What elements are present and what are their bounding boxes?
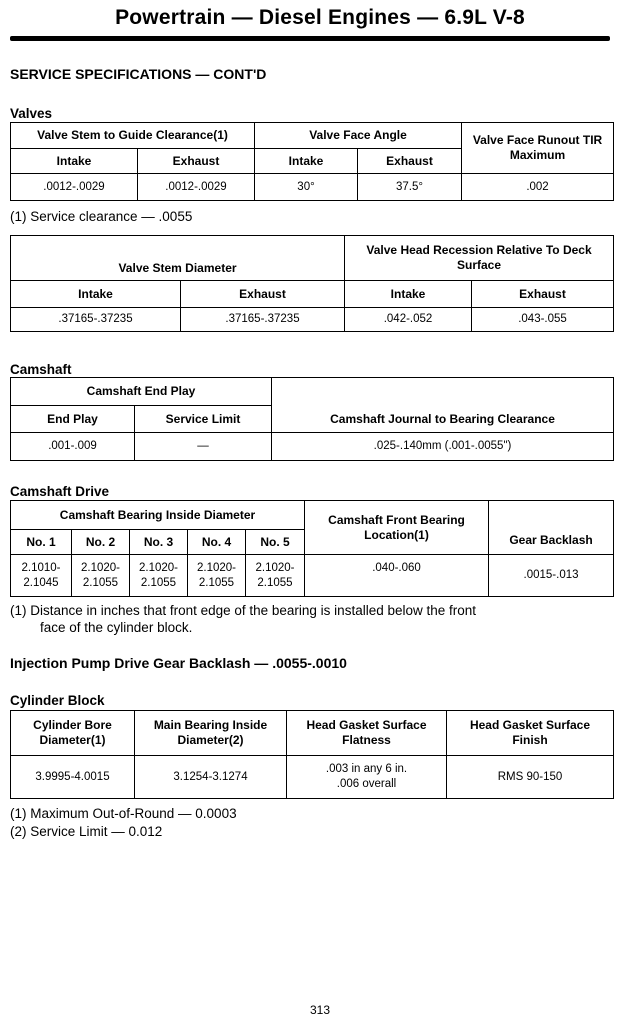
- gasket-finish-header: Head Gasket Surface Finish: [447, 711, 614, 756]
- valve-stem-table: [10, 235, 614, 332]
- camshaft-end-play-header: Camshaft End Play: [11, 378, 272, 406]
- camshaft-drive-heading: Camshaft Drive: [10, 484, 110, 499]
- service-limit-header: Service Limit: [135, 406, 272, 433]
- bearing-no5-header: No. 5: [246, 530, 305, 555]
- main-bearing-value: 3.1254-3.1274: [135, 756, 287, 799]
- valve-head-recession-header: Valve Head Recession Relative To Deck Surface: [345, 236, 614, 281]
- end-play-header: End Play: [11, 406, 135, 433]
- intake-clearance-value: .0012-.0029: [11, 174, 138, 201]
- valve-face-runout-header: Valve Face Runout TIR Maximum: [462, 123, 614, 174]
- bearing-no1-value: 2.1010- 2.1045: [11, 555, 72, 597]
- exhaust-header: Exhaust: [472, 281, 614, 308]
- intake-header: Intake: [11, 281, 181, 308]
- valves-note: (1) Service clearance — .0055: [10, 209, 193, 224]
- front-bearing-location-value: .040-.060: [305, 555, 489, 597]
- bearing-no1-header: No. 1: [11, 530, 72, 555]
- journal-clearance-value: .025-.140mm (.001-.0055"): [272, 433, 614, 461]
- cylinder-block-heading: Cylinder Block: [10, 693, 105, 708]
- valves-heading: Valves: [10, 106, 53, 121]
- gasket-flatness-value: .003 in any 6 in. .006 overall: [287, 756, 447, 799]
- exhaust-header: Exhaust: [138, 149, 255, 174]
- valves-table: [10, 122, 614, 201]
- bearing-no4-value: 2.1020- 2.1055: [188, 555, 246, 597]
- gear-backlash-value: .0015-.013: [489, 555, 614, 597]
- camshaft-drive-table: [10, 500, 614, 597]
- cylinder-bore-value: 3.9995-4.0015: [11, 756, 135, 799]
- bearing-no4-header: No. 4: [188, 530, 246, 555]
- service-limit-value: —: [135, 433, 272, 461]
- page-number: 313: [309, 1003, 331, 1017]
- cylinder-block-note-2: (2) Service Limit — 0.012: [10, 824, 163, 839]
- gasket-flatness-header: Head Gasket Surface Flatness: [287, 711, 447, 756]
- cylinder-block-table: [10, 710, 614, 799]
- bearing-no3-header: No. 3: [130, 530, 188, 555]
- intake-header: Intake: [11, 149, 138, 174]
- intake-diameter-value: .37165-.37235: [11, 308, 181, 332]
- gear-backlash-header: Gear Backlash: [489, 501, 614, 555]
- exhaust-angle-value: 37.5°: [358, 174, 462, 201]
- bearing-no5-value: 2.1020- 2.1055: [246, 555, 305, 597]
- page-title: Powertrain — Diesel Engines — 6.9L V-8: [115, 6, 525, 29]
- cylinder-bore-header: Cylinder Bore Diameter(1): [11, 711, 135, 756]
- bearing-no2-header: No. 2: [72, 530, 130, 555]
- camshaft-heading: Camshaft: [10, 362, 72, 377]
- exhaust-diameter-value: .37165-.37235: [181, 308, 345, 332]
- valve-stem-diameter-header: Valve Stem Diameter: [11, 236, 345, 281]
- camshaft-table: [10, 377, 614, 461]
- bearing-inside-diameter-header: Camshaft Bearing Inside Diameter: [11, 501, 305, 530]
- bearing-no3-value: 2.1020- 2.1055: [130, 555, 188, 597]
- end-play-value: .001-.009: [11, 433, 135, 461]
- gasket-finish-value: RMS 90-150: [447, 756, 614, 799]
- section-title: SERVICE SPECIFICATIONS — CONT'D: [10, 66, 267, 82]
- exhaust-header: Exhaust: [181, 281, 345, 308]
- front-bearing-location-header: Camshaft Front Bearing Location(1): [305, 501, 489, 555]
- exhaust-header: Exhaust: [358, 149, 462, 174]
- title-rule: [10, 36, 610, 41]
- injection-pump-backlash: Injection Pump Drive Gear Backlash — .0055-.0010: [10, 655, 347, 671]
- intake-angle-value: 30°: [255, 174, 358, 201]
- valve-face-angle-header: Valve Face Angle: [255, 123, 462, 149]
- intake-header: Intake: [345, 281, 472, 308]
- intake-recession-value: .042-.052: [345, 308, 472, 332]
- valve-stem-guide-clearance-header: Valve Stem to Guide Clearance(1): [11, 123, 255, 149]
- journal-clearance-header: Camshaft Journal to Bearing Clearance: [272, 378, 614, 433]
- main-bearing-header: Main Bearing Inside Diameter(2): [135, 711, 287, 756]
- cylinder-block-note-1: (1) Maximum Out-of-Round — 0.0003: [10, 806, 237, 821]
- intake-header: Intake: [255, 149, 358, 174]
- exhaust-recession-value: .043-.055: [472, 308, 614, 332]
- bearing-no2-value: 2.1020- 2.1055: [72, 555, 130, 597]
- exhaust-clearance-value: .0012-.0029: [138, 174, 255, 201]
- camshaft-drive-note: (1) Distance in inches that front edge of the bearing is installed below the front face of the cylinder block.: [10, 603, 477, 635]
- runout-value: .002: [462, 174, 614, 201]
